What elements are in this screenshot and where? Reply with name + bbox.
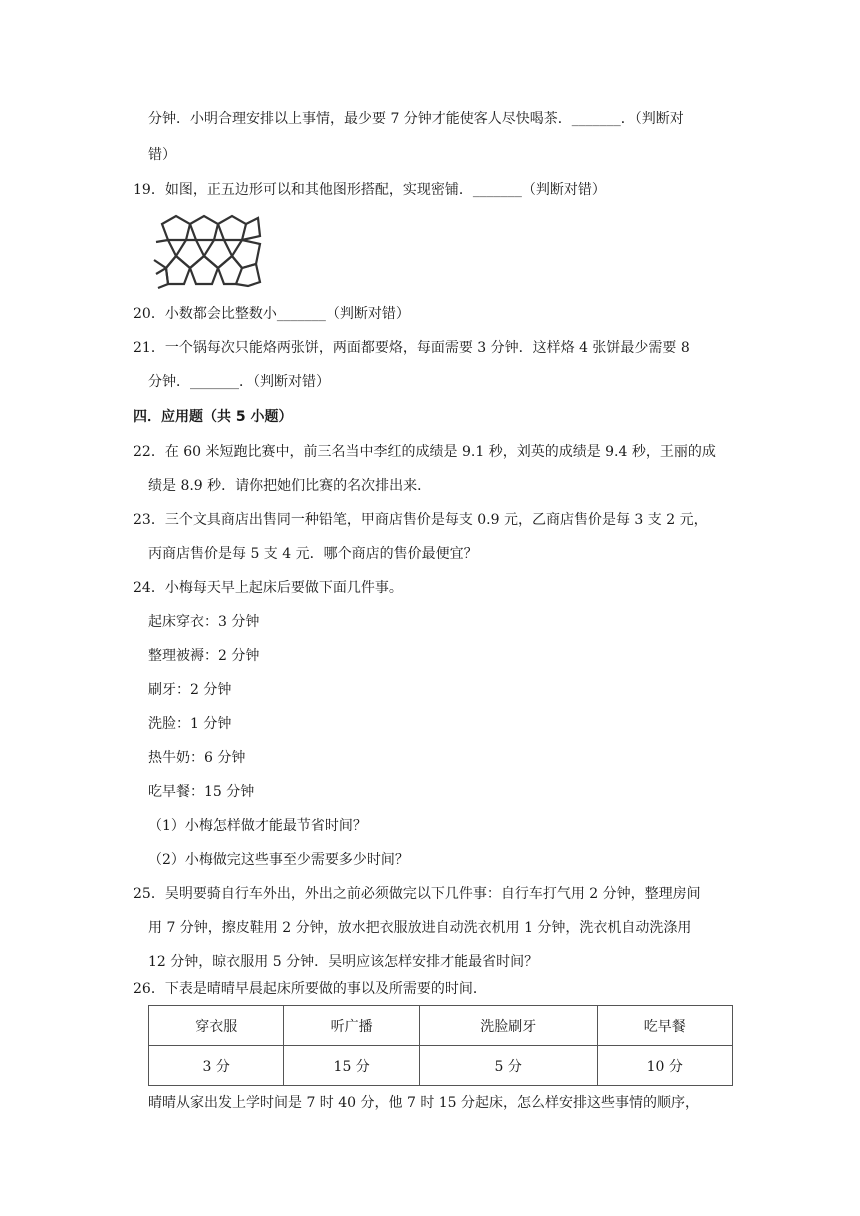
question-25-cont2: 12 分钟，晾衣服用 5 分钟．吴明应该怎样安排才能最省时间？: [148, 954, 539, 970]
task-milk: 热牛奶：6 分钟: [148, 750, 246, 766]
time-table: [148, 1005, 733, 1086]
table-cell: 吃早餐: [597, 1006, 733, 1046]
question-25-cont1: 用 7 分钟，擦皮鞋用 2 分钟，放水把衣服放进自动洗衣机用 1 分钟，洗衣机自动洗涤用: [148, 920, 692, 936]
question-26: 26．下表是晴晴早晨起床所要做的事以及所需要的时间．: [133, 981, 487, 997]
table-cell: 听广播: [284, 1006, 419, 1046]
question-23-cont: 丙商店售价是每 5 支 4 元．哪个商店的售价最便宜？: [148, 546, 478, 562]
table-cell: 10 分: [597, 1046, 733, 1086]
table-cell: 3 分: [149, 1046, 284, 1086]
section-heading: 四．应用题（共 5 小题）: [133, 409, 293, 425]
sub-question-1: （1）小梅怎样做才能最节省时间？: [148, 818, 367, 834]
question-20: 20．小数都会比整数小_______（判断对错）: [133, 306, 410, 322]
question-25: 25．吴明要骑自行车外出，外出之前必须做完以下几件事：自行车打气用 2 分钟，整理房间: [133, 886, 701, 902]
table-cell: 洗脸刷牙: [419, 1006, 597, 1046]
table-cell: 穿衣服: [149, 1006, 284, 1046]
task-wash: 洗脸：1 分钟: [148, 716, 232, 732]
task-brush: 刷牙：2 分钟: [148, 682, 232, 698]
question-21: 21．一个锅每次只能烙两张饼，两面都要烙，每面需要 3 分钟．这样烙 4 张饼最少需要 8: [133, 340, 690, 356]
task-dress: 起床穿衣：3 分钟: [148, 614, 260, 630]
table-cell: 15 分: [284, 1046, 419, 1086]
task-bed: 整理被褥：2 分钟: [148, 648, 260, 664]
question-19: 19．如图，正五边形可以和其他图形搭配，实现密铺．_______（判断对错）: [133, 182, 606, 198]
sub-question-2: （2）小梅做完这些事至少需要多少时间？: [148, 852, 409, 868]
question-23: 23．三个文具商店出售同一种铅笔，甲商店售价是每支 0.9 元，乙商店售价是每 3 支 2 元，: [133, 512, 708, 528]
line-1: 分钟．小明合理安排以上事情，最少要 7 分钟才能使客人尽快喝茶．_______．（判断对: [148, 111, 684, 127]
question-26-cont: 晴晴从家出发上学时间是 7 时 40 分，他 7 时 15 分起床，怎么样安排这些事情的顺序，: [148, 1095, 700, 1111]
table-header-row: [149, 1006, 733, 1046]
question-21-cont: 分钟．_______．（判断对错）: [148, 374, 330, 390]
line-2: 错）: [148, 147, 176, 163]
question-22: 22．在 60 米短跑比赛中，前三名当中李红的成绩是 9.1 秒，刘英的成绩是 9.4 秒，王丽的成: [133, 444, 716, 460]
question-22-cont: 绩是 8.9 秒．请你把她们比赛的名次排出来．: [148, 478, 432, 494]
question-24: 24．小梅每天早上起床后要做下面几件事。: [133, 580, 403, 596]
table-cell: 5 分: [419, 1046, 597, 1086]
task-breakfast: 吃早餐：15 分钟: [148, 784, 255, 800]
pentagon-tiling-figure: [152, 212, 264, 290]
table-row: [149, 1046, 733, 1086]
